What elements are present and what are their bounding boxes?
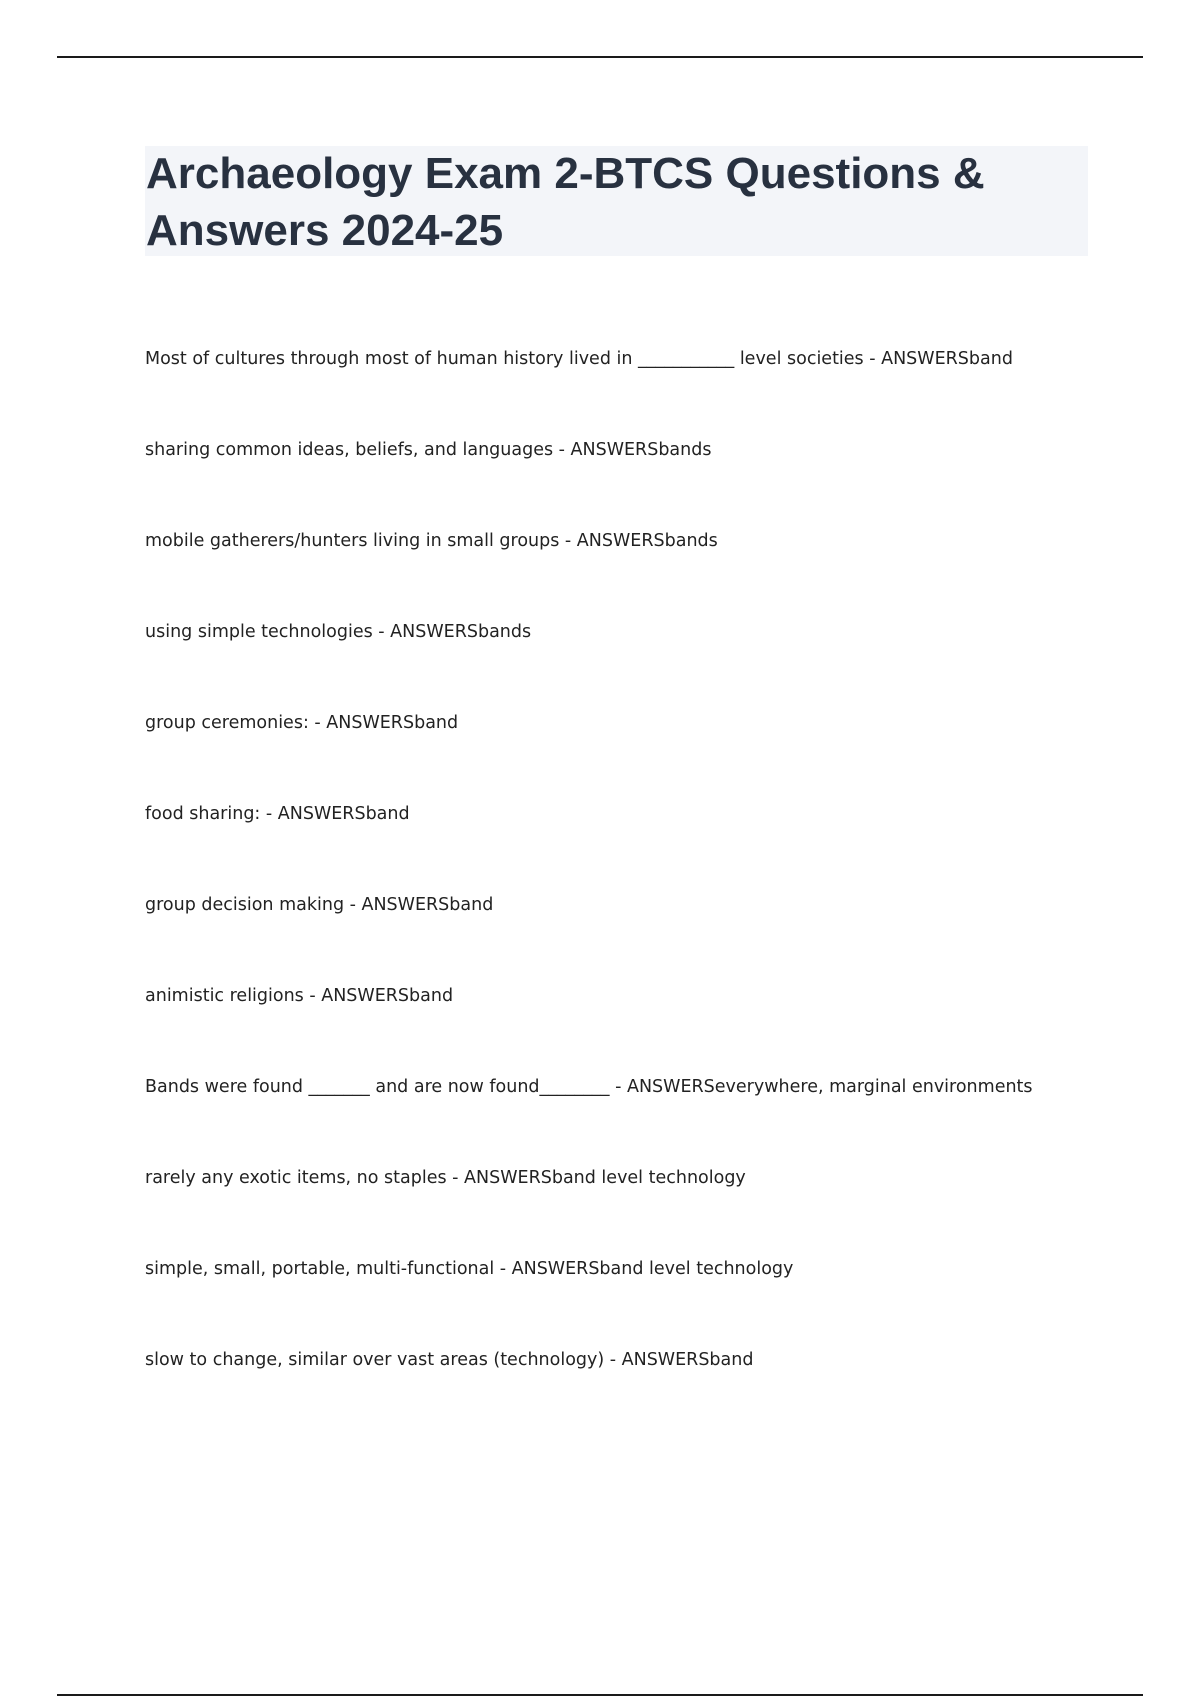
qa-item: Most of cultures through most of human history lived in ___________ level societies - ANSWERSband <box>145 349 1013 369</box>
top-rule <box>57 56 1143 58</box>
qa-list <box>145 346 1085 1438</box>
qa-item: rarely any exotic items, no staples - ANSWERSband level technology <box>145 1168 746 1188</box>
qa-item: using simple technologies - ANSWERSbands <box>145 622 532 642</box>
qa-item: simple, small, portable, multi-functional - ANSWERSband level technology <box>145 1259 794 1279</box>
qa-item: animistic religions - ANSWERSband <box>145 986 454 1006</box>
page-title: Archaeology Exam 2-BTCS Questions & Answers 2024-25 <box>146 149 985 255</box>
qa-item: group ceremonies: - ANSWERSband <box>145 713 459 733</box>
qa-item: food sharing: - ANSWERSband <box>145 804 410 824</box>
qa-item: Bands were found _______ and are now found________ - ANSWERSeverywhere, marginal environments <box>145 1077 1033 1097</box>
qa-item: sharing common ideas, beliefs, and languages - ANSWERSbands <box>145 440 712 460</box>
bottom-rule <box>57 1694 1143 1696</box>
qa-item: slow to change, similar over vast areas (technology) - ANSWERSband <box>145 1350 754 1370</box>
qa-item: mobile gatherers/hunters living in small groups - ANSWERSbands <box>145 531 718 551</box>
qa-item: group decision making - ANSWERSband <box>145 895 494 915</box>
